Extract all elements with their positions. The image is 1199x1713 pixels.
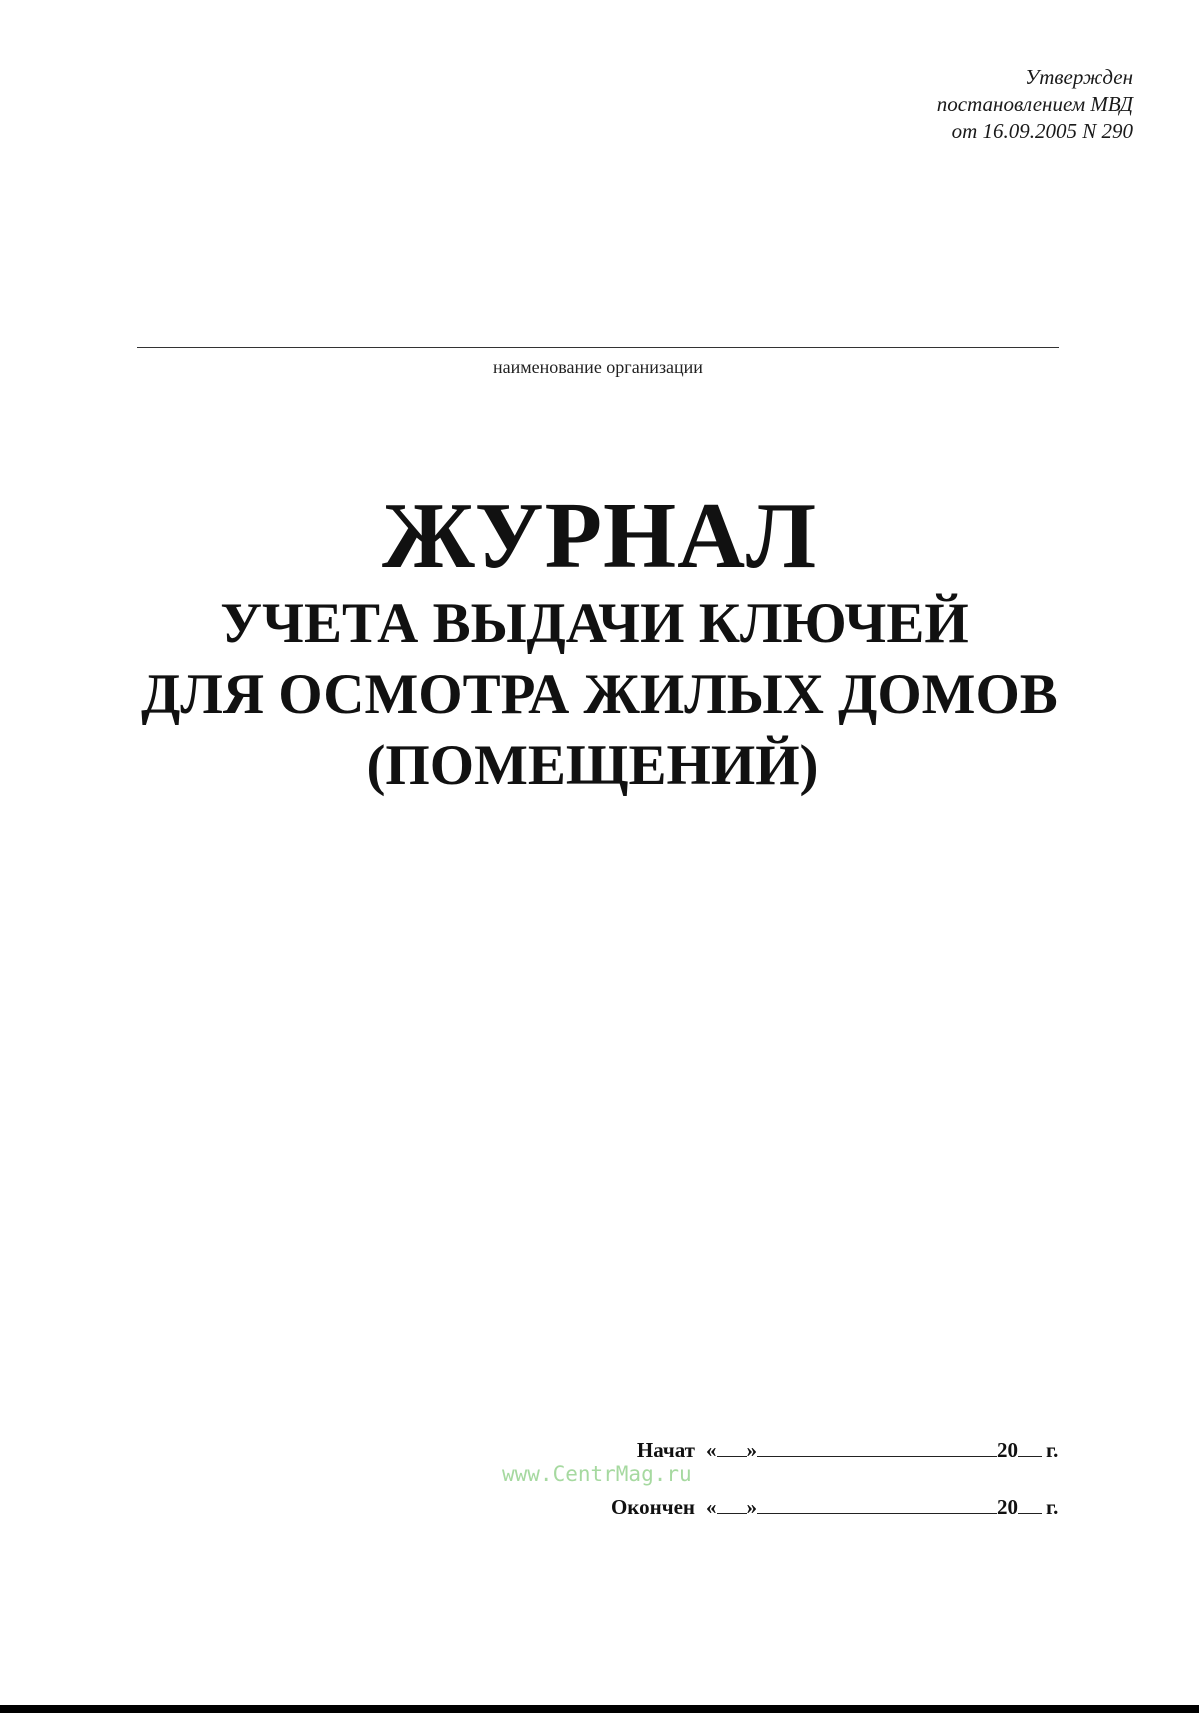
end-date-row <box>600 1495 1080 1525</box>
start-year-prefix: 20 <box>997 1438 1018 1462</box>
end-year-blank <box>1018 1495 1042 1514</box>
start-open-quote: « <box>706 1438 717 1462</box>
start-year-suffix: г. <box>1046 1438 1059 1462</box>
approval-stamp <box>733 64 1133 145</box>
end-year-prefix: 20 <box>997 1495 1018 1519</box>
start-date-label: Начат <box>636 1438 695 1462</box>
approval-line-2: постановлением МВД <box>936 92 1133 116</box>
bottom-border <box>0 1705 1199 1713</box>
start-date-fill <box>706 1438 1058 1463</box>
end-close-quote: » <box>746 1495 757 1519</box>
approval-line-1: Утвержден <box>1025 65 1133 89</box>
watermark-text: www.CentrMag.ru <box>502 1462 692 1486</box>
end-month-blank <box>757 1495 997 1514</box>
start-month-blank <box>757 1438 997 1457</box>
journal-subtitle-line-1: УЧЕТА ВЫДАЧИ КЛЮЧЕЙ <box>220 592 969 655</box>
start-year-blank <box>1018 1438 1042 1457</box>
journal-subtitle-line-3: (ПОМЕЩЕНИЙ) <box>366 734 819 797</box>
start-close-quote: » <box>746 1438 757 1462</box>
approval-line-3: от 16.09.2005 N 290 <box>951 119 1133 143</box>
end-open-quote: « <box>706 1495 717 1519</box>
end-year-suffix: г. <box>1046 1495 1059 1519</box>
organization-name-line <box>137 347 1059 348</box>
organization-caption: наименование организации <box>493 357 703 377</box>
end-date-fill <box>706 1495 1058 1520</box>
end-day-blank <box>717 1495 747 1514</box>
end-date-label: Окончен <box>610 1495 695 1519</box>
start-day-blank <box>717 1438 747 1457</box>
journal-subtitle-line-2: ДЛЯ ОСМОТРА ЖИЛЫХ ДОМОВ <box>141 663 1058 726</box>
journal-title: ЖУРНАЛ <box>381 484 818 588</box>
